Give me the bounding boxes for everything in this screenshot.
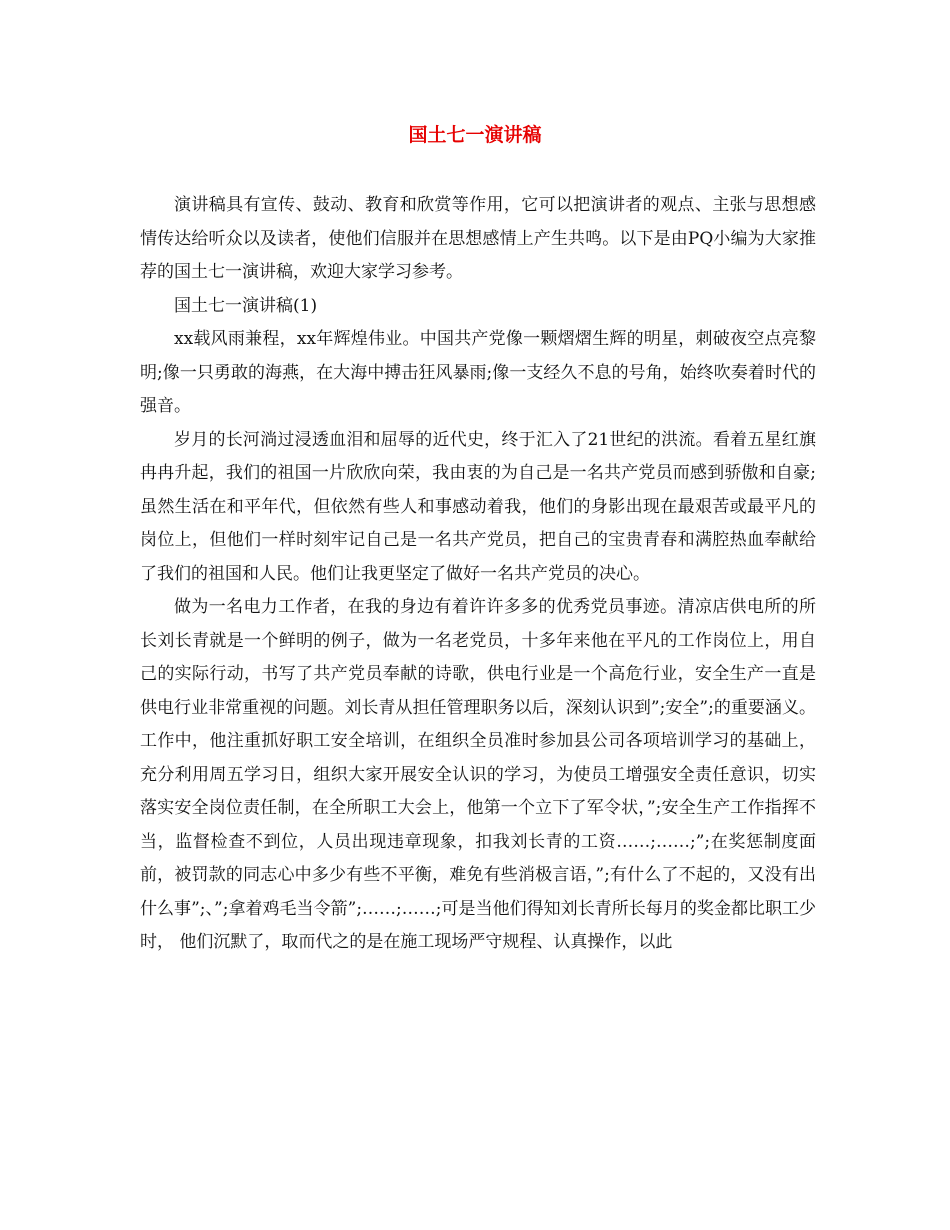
paragraph-section-heading: 国土七一演讲稿(1) [174, 295, 318, 316]
document-body [140, 189, 816, 960]
paragraph-intro: 演讲稿具有宣传、鼓动、教育和欣赏等作用，它可以把演讲者的观点、主张与思想感情传达给听众以及读者，使他们信服并在思想感情上产生共鸣。以下是由PQ小编为大家推荐的国土七一演讲稿，欢迎大家学习参考。 [140, 195, 816, 282]
document-title: 国土七一演讲稿 [408, 124, 542, 146]
paragraph-opening: xx载风雨兼程，xx年辉煌伟业。中国共产党像一颗熠熠生辉的明星，刺破夜空点亮黎明;像一只勇敢的海燕，在大海中搏击狂风暴雨;像一支经久不息的号角，始终吹奏着时代的强音。 [140, 329, 816, 416]
paragraph-history: 岁月的长河淌过浸透血泪和屈辱的近代史，终于汇入了21世纪的洪流。看着五星红旗冉冉升起，我们的祖国一片欣欣向荣，我由衷的为自己是一名共产党员而感到骄傲和自豪;虽然生活在和平年代，但依然有些人和事感动着我，他们的身影出现在最艰苦或最平凡的岗位上，但他们一样时刻牢记自己是一名共产党员，把自己的宝贵青春和满腔热血奉献给了我们的祖国和人民。他们让我更坚定了做好一名共产党员的决心。 [140, 429, 816, 584]
paragraph-example: 做为一名电力工作者，在我的身边有着许许多多的优秀党员事迹。清凉店供电所的所长刘长青就是一个鲜明的例子，做为一名老党员，十多年来他在平凡的工作岗位上，用自己的实际行动，书写了共产党员奉献的诗歌，供电行业是一个高危行业，安全生产一直是供电行业非常重视的问题。刘长青从担任管理职务以后，深刻认识到”;安全”;的重要涵义。工作中，他注重抓好职工安全培训，在组织全员准时参加县公司各项培训学习的基础上，充分利用周五学习日，组织大家开展安全认识的学习，为使员工增强安全责任意识，切实落实安全岗位责任制，在全所职工大会上，他第一个立下了军令状，”;安全生产工作指挥不当，监督检查不到位，人员出现违章现象，扣我刘长青的工资……;……;”;在奖惩制度面前，被罚款的同志心中多少有些不平衡，难免有些消极言语，”;有什么了不起的，又没有出什么事”;、”;拿着鸡毛当令箭”;……;……;可是当他们得知刘长青所长每月的奖金都比职工少时， 他们沉默了，取而代之的是在施工现场严守规程、认真操作，以此 [140, 597, 816, 952]
